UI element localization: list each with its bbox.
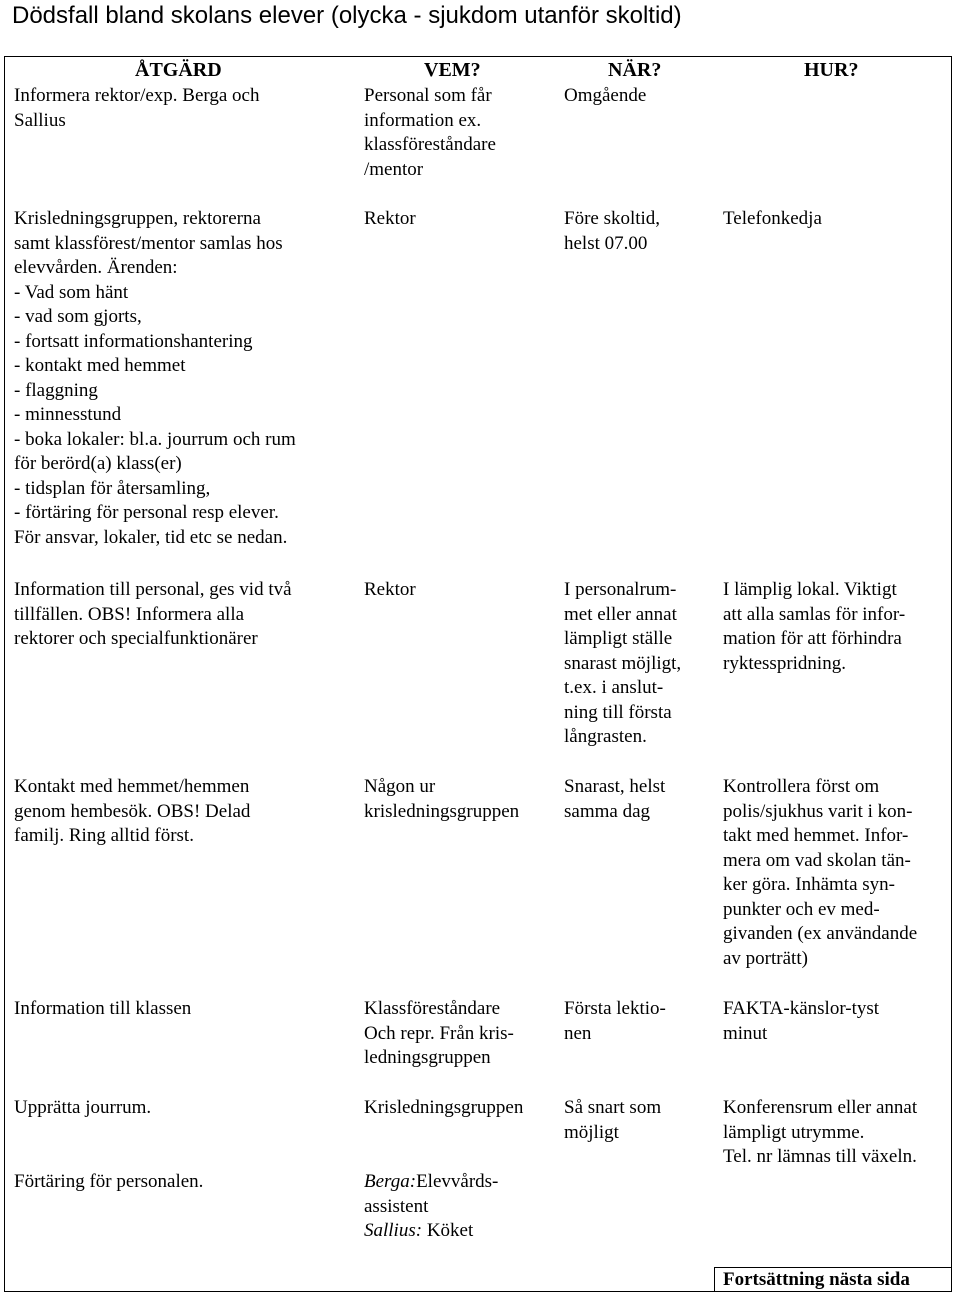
row-7-vem-label-berga: Berga: xyxy=(364,1171,417,1192)
column-header-nar: NÄR? xyxy=(608,59,662,81)
row-5-nar: Första lektio- nen xyxy=(564,998,666,1044)
column-header-hur: HUR? xyxy=(804,59,859,81)
row-3-hur: I lämplig lokal. Viktigt att alla samlas för infor- mation för att förhindra ryktesspridning. xyxy=(723,579,906,674)
row-1-atgard: Informera rektor/exp. Berga och Sallius xyxy=(14,85,260,131)
row-4-vem: Någon ur krisledningsgruppen xyxy=(364,776,520,822)
row-6-hur: Konferensrum eller annat lämpligt utrymme. Tel. nr lämnas till växeln. xyxy=(723,1097,918,1167)
column-header-atgard: ÅTGÄRD xyxy=(135,59,222,81)
continued-note: Fortsättning nästa sida xyxy=(723,1269,910,1290)
row-2-vem: Rektor xyxy=(364,208,416,229)
row-5-vem: Klassföreståndare Och repr. Från kris- ledningsgruppen xyxy=(364,998,514,1068)
row-6-nar: Så snart som möjligt xyxy=(564,1097,662,1143)
row-1-vem: Personal som får information ex. klassföreståndare /mentor xyxy=(364,85,496,180)
row-7-vem-label-sallius: Sallius: xyxy=(364,1220,423,1241)
row-2-atgard: Krisledningsgruppen, rektorerna samt klassförest/mentor samlas hos elevvården. Ärenden: - Vad som hänt - vad som gjorts, - fortsatt informationshantering - kontakt med hemmet - flaggning - minnesstund - boka lokaler: bl.a. jourrum och rum för berörd(a) klass(er) - tidsplan för återsamling, - förtäring för personal resp elever. För ansvar, lokaler, tid etc se nedan. xyxy=(14,208,296,548)
table-header xyxy=(5,56,951,82)
row-5-atgard: Information till klassen xyxy=(14,998,192,1019)
page-title: Dödsfall bland skolans elever (olycka - sjukdom utanför skoltid) xyxy=(12,2,682,29)
row-7-vem-text-sallius: Köket xyxy=(422,1220,474,1241)
row-2-hur: Telefonkedja xyxy=(723,208,822,229)
row-7-vem-text-berga: Elevvårds- assistent xyxy=(364,1171,499,1217)
row-7-vem xyxy=(364,1170,554,1244)
row-2-nar: Före skoltid, helst 07.00 xyxy=(564,208,661,254)
row-1-nar: Omgående xyxy=(564,85,647,106)
row-6-vem: Krisledningsgruppen xyxy=(364,1097,524,1118)
row-4-nar: Snarast, helst samma dag xyxy=(564,776,666,822)
row-3-vem: Rektor xyxy=(364,579,416,600)
row-5-hur: FAKTA-känslor-tyst minut xyxy=(723,998,880,1044)
row-4-atgard: Kontakt med hemmet/hemmen genom hembesök. OBS! Delad familj. Ring alltid först. xyxy=(14,776,251,846)
continued-note-box xyxy=(714,1267,952,1292)
row-3-nar: I personalrum- met eller annat lämpligt ställe snarast möjligt, t.ex. i anslut- ning till första långrasten. xyxy=(564,579,682,747)
row-3-atgard: Information till personal, ges vid två tillfällen. OBS! Informera alla rektorer och specialfunktionärer xyxy=(14,579,292,649)
column-header-vem: VEM? xyxy=(424,59,481,81)
row-6-atgard: Upprätta jourrum. xyxy=(14,1097,152,1118)
row-4-hur: Kontrollera först om polis/sjukhus varit i kon- takt med hemmet. Infor- mera om vad skolan tän- ker göra. Inhämta syn- punkter och ev med- givanden (ex användande av porträtt) xyxy=(723,776,918,969)
row-7-atgard: Förtäring för personalen. xyxy=(14,1171,204,1192)
